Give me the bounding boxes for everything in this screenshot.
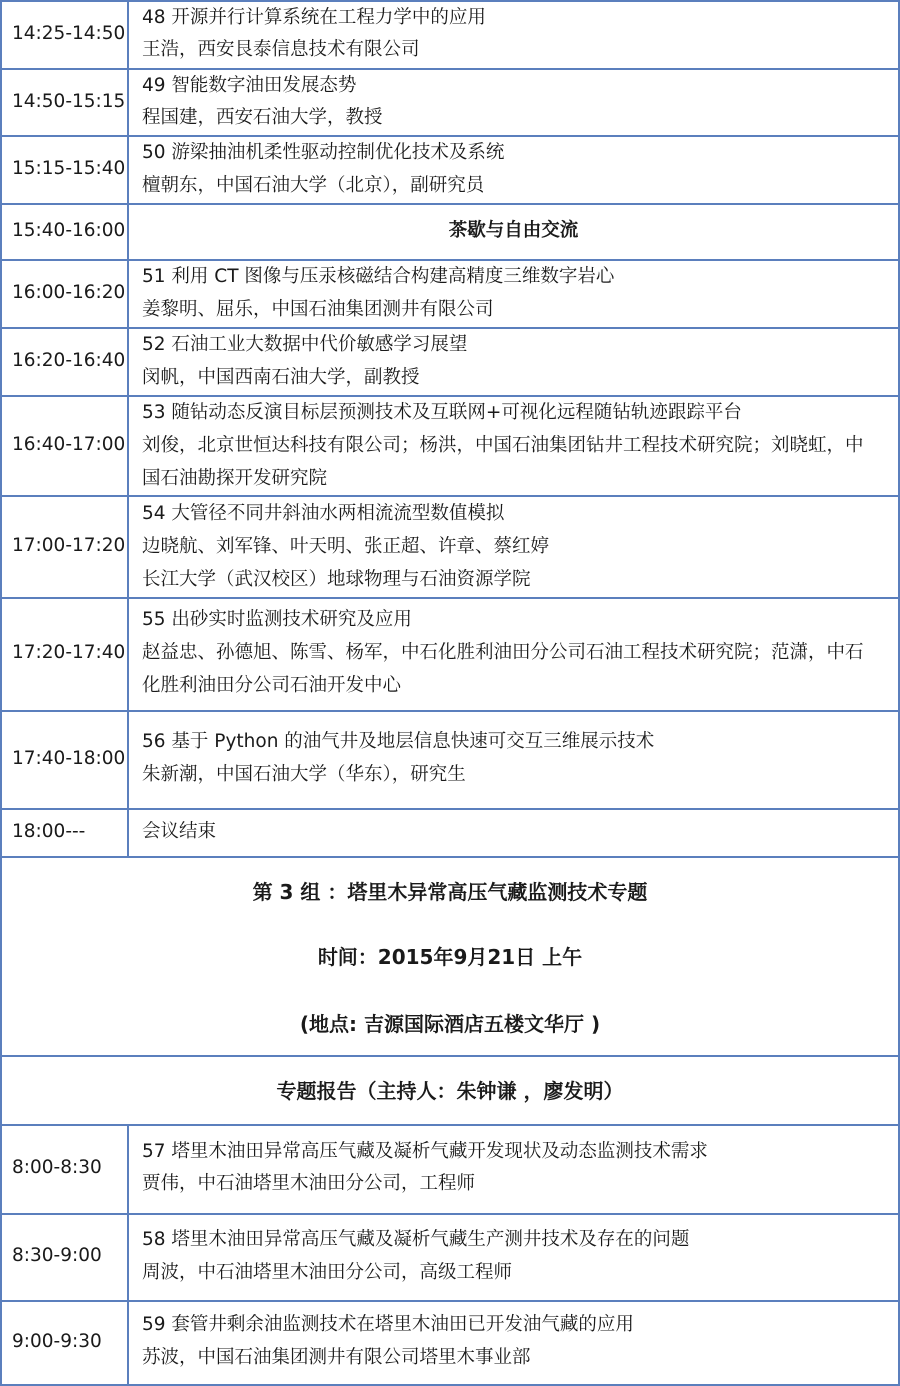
row-divider — [1, 495, 899, 497]
row-divider — [1, 856, 899, 858]
talk-title: 59 套管井剩余油监测技术在塔里木油田已开发油气藏的应用 — [142, 1314, 634, 1335]
row-time: 18:00--- — [12, 821, 86, 842]
group-time: 时间：2015年9月21日 上午 — [317, 945, 583, 969]
row-time: 16:40-17:00 — [12, 434, 126, 455]
talk-speaker: 赵益忠、孙德旭、陈雪、杨军，中石化胜利油田分公司石油工程技术研究院；范潇，中石 — [142, 642, 864, 663]
row-divider — [1, 1055, 899, 1057]
tea-break-label: 茶歇与自由交流 — [448, 220, 579, 241]
talk-title: 56 基于 Python 的油气井及地层信息快速可交互三维展示技术 — [142, 731, 655, 752]
row-divider — [1, 808, 899, 810]
talk-speaker: 化胜利油田分公司石油开发中心 — [142, 675, 402, 696]
row-time: 17:00-17:20 — [12, 535, 126, 556]
group-title: 第 3 组 ：塔里木异常高压气藏监测技术专题 — [252, 880, 648, 904]
row-divider — [1, 68, 899, 70]
row-time: 17:40-18:00 — [12, 748, 126, 769]
talk-speaker: 国石油勘探开发研究院 — [142, 468, 328, 489]
row-divider — [1, 1213, 899, 1215]
talk-title: 57 塔里木油田异常高压气藏及凝析气藏开发现状及动态监测技术需求 — [142, 1141, 708, 1162]
table-border — [0, 0, 2, 1386]
row-divider — [1, 203, 899, 205]
row-time: 15:15-15:40 — [12, 158, 126, 179]
row-divider — [1, 1124, 899, 1126]
talk-speaker: 边晓航、刘军锋、叶天明、张正超、许章、蔡红婷 — [142, 536, 550, 557]
talk-title: 50 游梁抽油机柔性驱动控制优化技术及系统 — [142, 142, 505, 163]
row-time: 14:50-15:15 — [12, 91, 126, 112]
talk-speaker: 周波，中石油塔里木油田分公司，高级工程师 — [142, 1262, 513, 1283]
talk-speaker: 闵帆，中国西南石油大学，副教授 — [142, 367, 420, 388]
talk-title: 51 利用 CT 图像与压汞核磁结合构建高精度三维数字岩心 — [142, 266, 615, 287]
meeting-end-label: 会议结束 — [142, 821, 217, 842]
talk-speaker: 姜黎明、屈乐，中国石油集团测井有限公司 — [142, 299, 494, 320]
row-time: 14:25-14:50 — [12, 23, 126, 44]
talk-speaker: 贾伟，中石油塔里木油田分公司，工程师 — [142, 1173, 476, 1194]
row-time: 8:00-8:30 — [12, 1157, 102, 1178]
group-place: (地点: 吉源国际酒店五楼文华厅 ) — [299, 1012, 601, 1036]
row-divider — [1, 1300, 899, 1302]
talk-title: 49 智能数字油田发展态势 — [142, 75, 357, 96]
row-divider — [1, 597, 899, 599]
talk-affiliation: 长江大学（武汉校区）地球物理与石油资源学院 — [142, 569, 531, 590]
talk-title: 53 随钻动态反演目标层预测技术及互联网+可视化远程随钻轨迹跟踪平台 — [142, 402, 742, 423]
talk-speaker: 程国建，西安石油大学，教授 — [142, 107, 383, 128]
row-time: 16:00-16:20 — [12, 282, 126, 303]
talk-speaker: 苏波，中国石油集团测井有限公司塔里木事业部 — [142, 1347, 531, 1368]
talk-title: 48 开源并行计算系统在工程力学中的应用 — [142, 7, 486, 28]
column-divider — [127, 0, 129, 858]
row-divider — [1, 710, 899, 712]
talk-speaker: 檀朝东，中国石油大学（北京），副研究员 — [142, 175, 485, 196]
session-header: 专题报告（主持人：朱钟谦 ，廖发明） — [276, 1079, 624, 1103]
row-time: 17:20-17:40 — [12, 642, 126, 663]
talk-speaker: 朱新潮，中国石油大学（华东），研究生 — [142, 764, 466, 785]
talk-title: 55 出砂实时监测技术研究及应用 — [142, 609, 412, 630]
row-time: 15:40-16:00 — [12, 220, 126, 241]
talk-speaker: 刘俊，北京世恒达科技有限公司；杨洪，中国石油集团钻井工程技术研究院；刘晓虹，中 — [142, 435, 864, 456]
talk-title: 58 塔里木油田异常高压气藏及凝析气藏生产测井技术及存在的问题 — [142, 1229, 690, 1250]
talk-speaker: 王浩，西安艮泰信息技术有限公司 — [142, 39, 420, 60]
row-time: 16:20-16:40 — [12, 350, 126, 371]
row-time: 9:00-9:30 — [12, 1331, 102, 1352]
row-time: 8:30-9:00 — [12, 1245, 102, 1266]
talk-title: 54 大管径不同井斜油水两相流流型数值模拟 — [142, 503, 505, 524]
column-divider — [127, 1124, 129, 1386]
talk-title: 52 石油工业大数据中代价敏感学习展望 — [142, 334, 468, 355]
